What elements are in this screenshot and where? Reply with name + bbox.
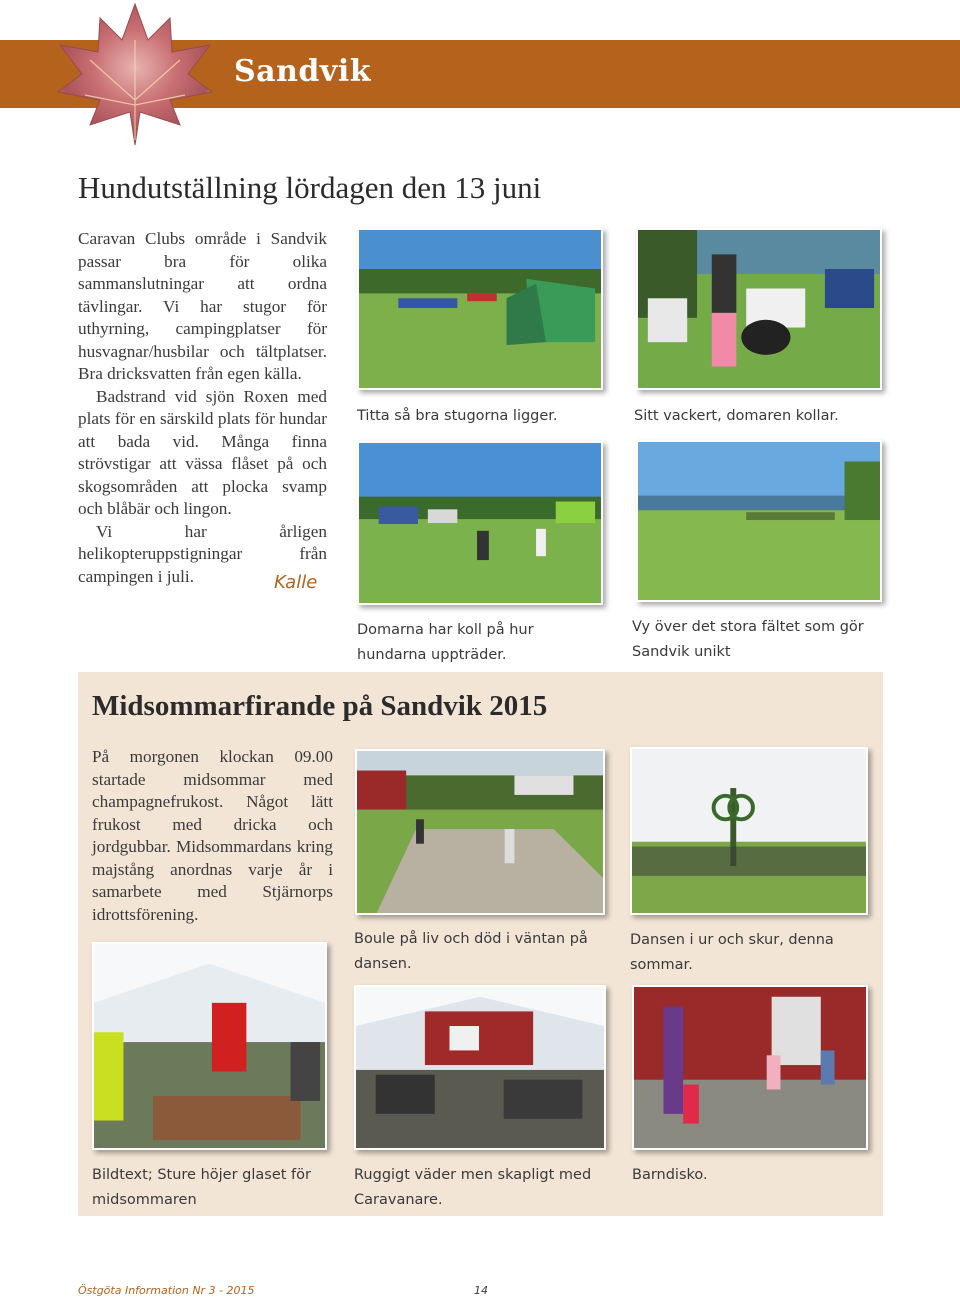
caption-photo-judges: Domarna har koll på hur hundarna uppträder. xyxy=(357,622,534,663)
caption-photo-maypole-dance: Dansen i ur och skur, denna sommar. xyxy=(630,932,834,973)
photo-tent-toast xyxy=(92,942,327,1150)
author-signature: Kalle xyxy=(274,572,318,593)
photo-kids-disco xyxy=(632,985,868,1150)
footer-page-number: 14 xyxy=(474,1284,488,1297)
article-body-dog-show xyxy=(78,228,327,588)
caption-photo-dog-judging: Sitt vackert, domaren kollar. xyxy=(634,408,839,424)
caption-photo-tent-toast: Bildtext; Sture höjer glaset för midsommaren xyxy=(92,1167,311,1208)
paragraph: Badstrand vid sjön Roxen med plats för en särskild plats för hundar att bada vid. Många finna strövstigar att vässa flåset på och skogsområden att plocka svamp och blåbär och lingon. xyxy=(78,386,327,518)
photo-cabins xyxy=(357,228,603,390)
paragraph: På morgonen klockan 09.00 startade midsommar med champagnefrukost. Något lätt frukost med dricka och jordgubbar. Midsommardans kring majstång anordnas varje år i samarbete med Stjärnorps idrottsförening. xyxy=(92,747,333,924)
caption-photo-cabins: Titta så bra stugorna ligger. xyxy=(357,408,558,424)
caption-photo-kids-disco: Barndisko. xyxy=(632,1167,708,1183)
paragraph: Vi har årligen helikopteruppstigningar från campingen i juli. xyxy=(78,521,327,586)
article-title-midsummer: Midsommarfirande på Sandvik 2015 xyxy=(92,690,548,722)
photo-dog-judging xyxy=(636,228,882,390)
caption-photo-boule: Boule på liv och död i väntan på dansen. xyxy=(354,931,588,972)
footer-publication: Östgöta Information Nr 3 - 2015 xyxy=(78,1284,255,1297)
caption-photo-tent-gathering: Ruggigt väder men skapligt med Caravanare. xyxy=(354,1167,592,1208)
page-title: Sandvik xyxy=(234,54,372,89)
paragraph: Caravan Clubs område i Sandvik passar bra för olika sammanslutningar att ordna tävlingar. Vi har stugor för uthyrning, campingplatser för husvagnar/husbilar och tältplatser. Bra dricksvatten från egen källa. xyxy=(78,229,327,383)
photo-field-view xyxy=(636,440,882,602)
caption-photo-field-view: Vy över det stora fältet som gör Sandvik unikt xyxy=(632,619,864,660)
photo-maypole-dance xyxy=(630,747,868,915)
maple-leaf-icon xyxy=(30,0,240,150)
article-body-midsummer xyxy=(92,746,333,926)
photo-boule xyxy=(355,749,605,915)
photo-tent-gathering xyxy=(354,985,606,1150)
photo-judges xyxy=(357,441,603,605)
article-title-dog-show: Hundutställning lördagen den 13 juni xyxy=(78,170,542,205)
